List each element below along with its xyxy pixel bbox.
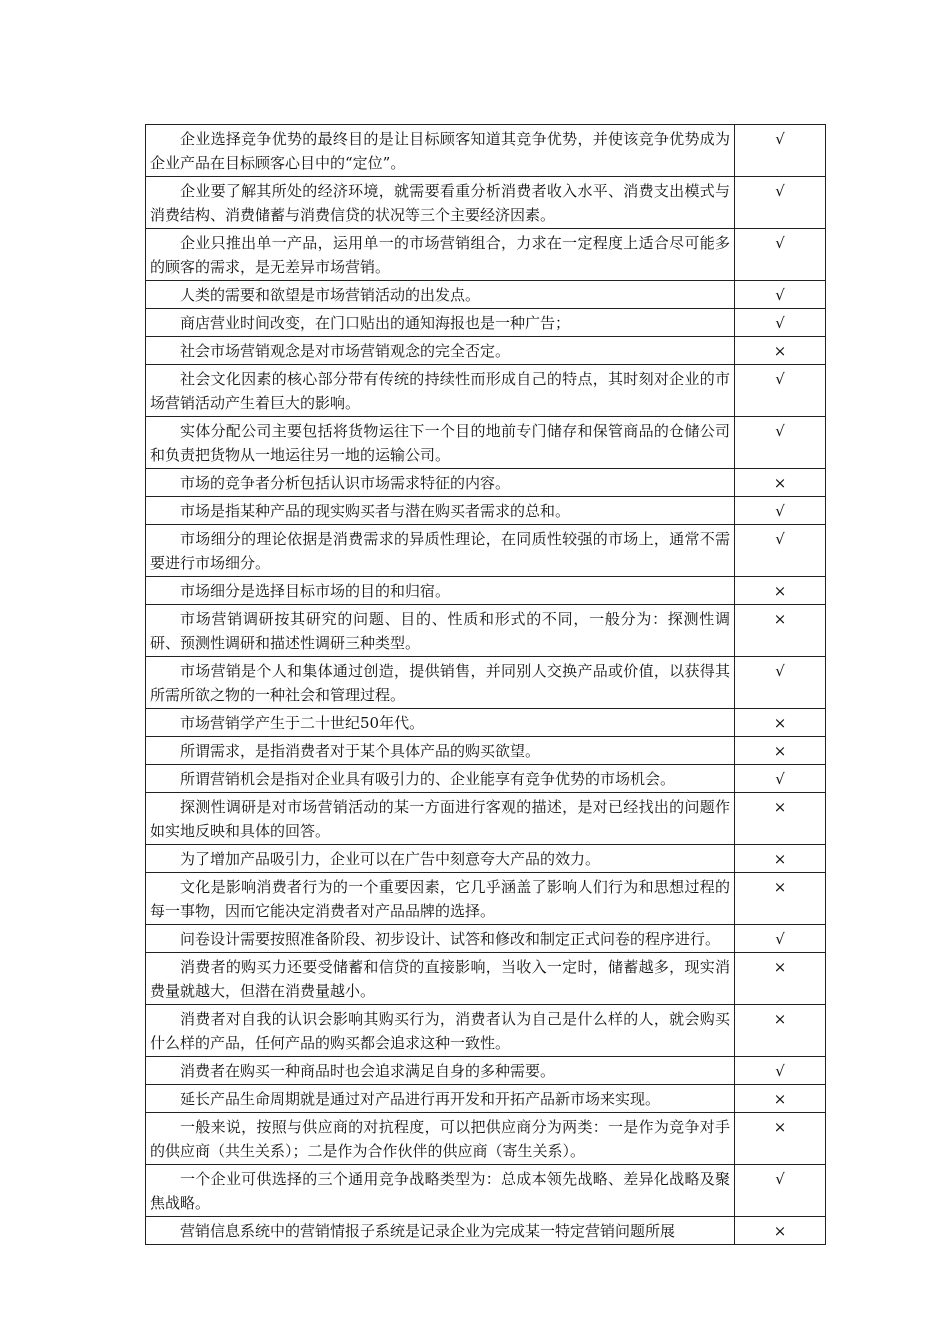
- table-row: [146, 1005, 826, 1057]
- statement-cell: 企业选择竞争优势的最终目的是让目标顾客知道其竞争优势，并使该竞争优势成为企业产品在目标顾客心目中的“定位”。: [146, 125, 735, 177]
- statement-cell: 市场营销调研按其研究的问题、目的、性质和形式的不同，一般分为：探测性调研、预测性调研和描述性调研三种类型。: [146, 605, 735, 657]
- answer-mark: ×: [735, 873, 826, 925]
- table-row: [146, 709, 826, 737]
- table-row: [146, 1057, 826, 1085]
- statement-cell: 实体分配公司主要包括将货物运往下一个目的地前专门储存和保管商品的仓储公司和负责把货物从一地运往另一地的运输公司。: [146, 417, 735, 469]
- statement-cell: [146, 1217, 735, 1245]
- table-row: [146, 925, 826, 953]
- answer-mark: √: [735, 177, 826, 229]
- table-row: [146, 417, 826, 469]
- table-row: [146, 125, 826, 177]
- table-row: [146, 1113, 826, 1165]
- statement-cell: 所谓需求，是指消费者对于某个具体产品的购买欲望。: [146, 737, 735, 765]
- table-row: [146, 793, 826, 845]
- table-row: [146, 365, 826, 417]
- statement-cell: 社会文化因素的核心部分带有传统的持续性而形成自己的特点，其时刻对企业的市场营销活动产生着巨大的影响。: [146, 365, 735, 417]
- answer-mark: √: [735, 365, 826, 417]
- statement-cell: 市场细分的理论依据是消费需求的异质性理论，在同质性较强的市场上，通常不需要进行市场细分。: [146, 525, 735, 577]
- answer-mark: √: [735, 1057, 826, 1085]
- answer-mark: ×: [735, 953, 826, 1005]
- table-row: [146, 577, 826, 605]
- table-row: [146, 1165, 826, 1217]
- table-row: [146, 337, 826, 365]
- statement-text: 营销信息系统中的营销情报子系统是记录企业为完成某一特定营销问题所展: [180, 1222, 676, 1240]
- table-row: [146, 309, 826, 337]
- answer-mark: ×: [735, 845, 826, 873]
- table-row: [146, 953, 826, 1005]
- statement-cell: 所谓营销机会是指对企业具有吸引力的、企业能享有竞争优势的市场机会。: [146, 765, 735, 793]
- table-row: [146, 873, 826, 925]
- table-row: [146, 281, 826, 309]
- answer-mark: √: [735, 1165, 826, 1217]
- statement-cell: 市场是指某种产品的现实购买者与潜在购买者需求的总和。: [146, 497, 735, 525]
- statement-cell: 一般来说，按照与供应商的对抗程度，可以把供应商分为两类：一是作为竞争对手的供应商（共生关系）；二是作为合作伙伴的供应商（寄生关系）。: [146, 1113, 735, 1165]
- table-row: [146, 1217, 826, 1245]
- table-row: [146, 657, 826, 709]
- statement-cell: 商店营业时间改变，在门口贴出的通知海报也是一种广告；: [146, 309, 735, 337]
- answer-mark: ×: [735, 1085, 826, 1113]
- statement-cell: 市场细分是选择目标市场的目的和归宿。: [146, 577, 735, 605]
- statement-cell: 一个企业可供选择的三个通用竞争战略类型为：总成本领先战略、差异化战略及聚焦战略。: [146, 1165, 735, 1217]
- statement-cell: 消费者在购买一种商品时也会追求满足自身的多种需要。: [146, 1057, 735, 1085]
- statement-cell: 企业只推出单一产品，运用单一的市场营销组合，力求在一定程度上适合尽可能多的顾客的需求，是无差异市场营销。: [146, 229, 735, 281]
- answer-mark: √: [735, 281, 826, 309]
- table-row: [146, 765, 826, 793]
- table-row: [146, 605, 826, 657]
- true-false-table: [145, 124, 826, 1245]
- answer-mark: ×: [735, 1005, 826, 1057]
- statement-cell: 人类的需要和欲望是市场营销活动的出发点。: [146, 281, 735, 309]
- answer-mark: ×: [735, 737, 826, 765]
- answer-mark: √: [735, 497, 826, 525]
- statement-cell: 市场营销学产生于二十世纪50年代。: [146, 709, 735, 737]
- statement-cell: 企业要了解其所处的经济环境，就需要看重分析消费者收入水平、消费支出模式与消费结构、消费储蓄与消费信贷的状况等三个主要经济因素。: [146, 177, 735, 229]
- table-row: [146, 845, 826, 873]
- statement-cell: 社会市场营销观念是对市场营销观念的完全否定。: [146, 337, 735, 365]
- answer-mark: √: [735, 125, 826, 177]
- statement-cell: 探测性调研是对市场营销活动的某一方面进行客观的描述，是对已经找出的问题作如实地反映和具体的回答。: [146, 793, 735, 845]
- answer-mark: ×: [735, 469, 826, 497]
- answer-mark: ×: [735, 709, 826, 737]
- table-row: [146, 525, 826, 577]
- statement-cell: 为了增加产品吸引力，企业可以在广告中刻意夸大产品的效力。: [146, 845, 735, 873]
- table-row: [146, 177, 826, 229]
- answer-mark: ×: [735, 577, 826, 605]
- statement-cell: 市场的竞争者分析包括认识市场需求特征的内容。: [146, 469, 735, 497]
- table-row: [146, 469, 826, 497]
- statement-cell: 消费者的购买力还要受储蓄和信贷的直接影响，当收入一定时，储蓄越多，现实消费量就越大，但潜在消费量越小。: [146, 953, 735, 1005]
- answer-mark: ×: [735, 605, 826, 657]
- answer-mark: ×: [735, 337, 826, 365]
- statement-cell: 市场营销是个人和集体通过创造，提供销售，并同别人交换产品或价值，以获得其所需所欲之物的一种社会和管理过程。: [146, 657, 735, 709]
- answer-mark: √: [735, 765, 826, 793]
- answer-mark: ×: [735, 1113, 826, 1165]
- answer-mark: √: [735, 309, 826, 337]
- statement-cell: 文化是影响消费者行为的一个重要因素，它几乎涵盖了影响人们行为和思想过程的每一事物，因而它能决定消费者对产品品牌的选择。: [146, 873, 735, 925]
- statement-cell: 消费者对自我的认识会影响其购买行为，消费者认为自己是什么样的人，就会购买什么样的产品，任何产品的购买都会追求这种一致性。: [146, 1005, 735, 1057]
- answer-mark: √: [735, 525, 826, 577]
- table-row: [146, 229, 826, 281]
- statement-cell: 延长产品生命周期就是通过对产品进行再开发和开拓产品新市场来实现。: [146, 1085, 735, 1113]
- answer-mark: √: [735, 657, 826, 709]
- answer-mark: √: [735, 229, 826, 281]
- answer-mark: √: [735, 417, 826, 469]
- answer-mark: √: [735, 925, 826, 953]
- table-row: [146, 1085, 826, 1113]
- answer-mark: ×: [735, 793, 826, 845]
- table-row: [146, 737, 826, 765]
- table-row: [146, 497, 826, 525]
- statement-cell: 问卷设计需要按照准备阶段、初步设计、试答和修改和制定正式问卷的程序进行。: [146, 925, 735, 953]
- answer-mark: ×: [735, 1217, 826, 1245]
